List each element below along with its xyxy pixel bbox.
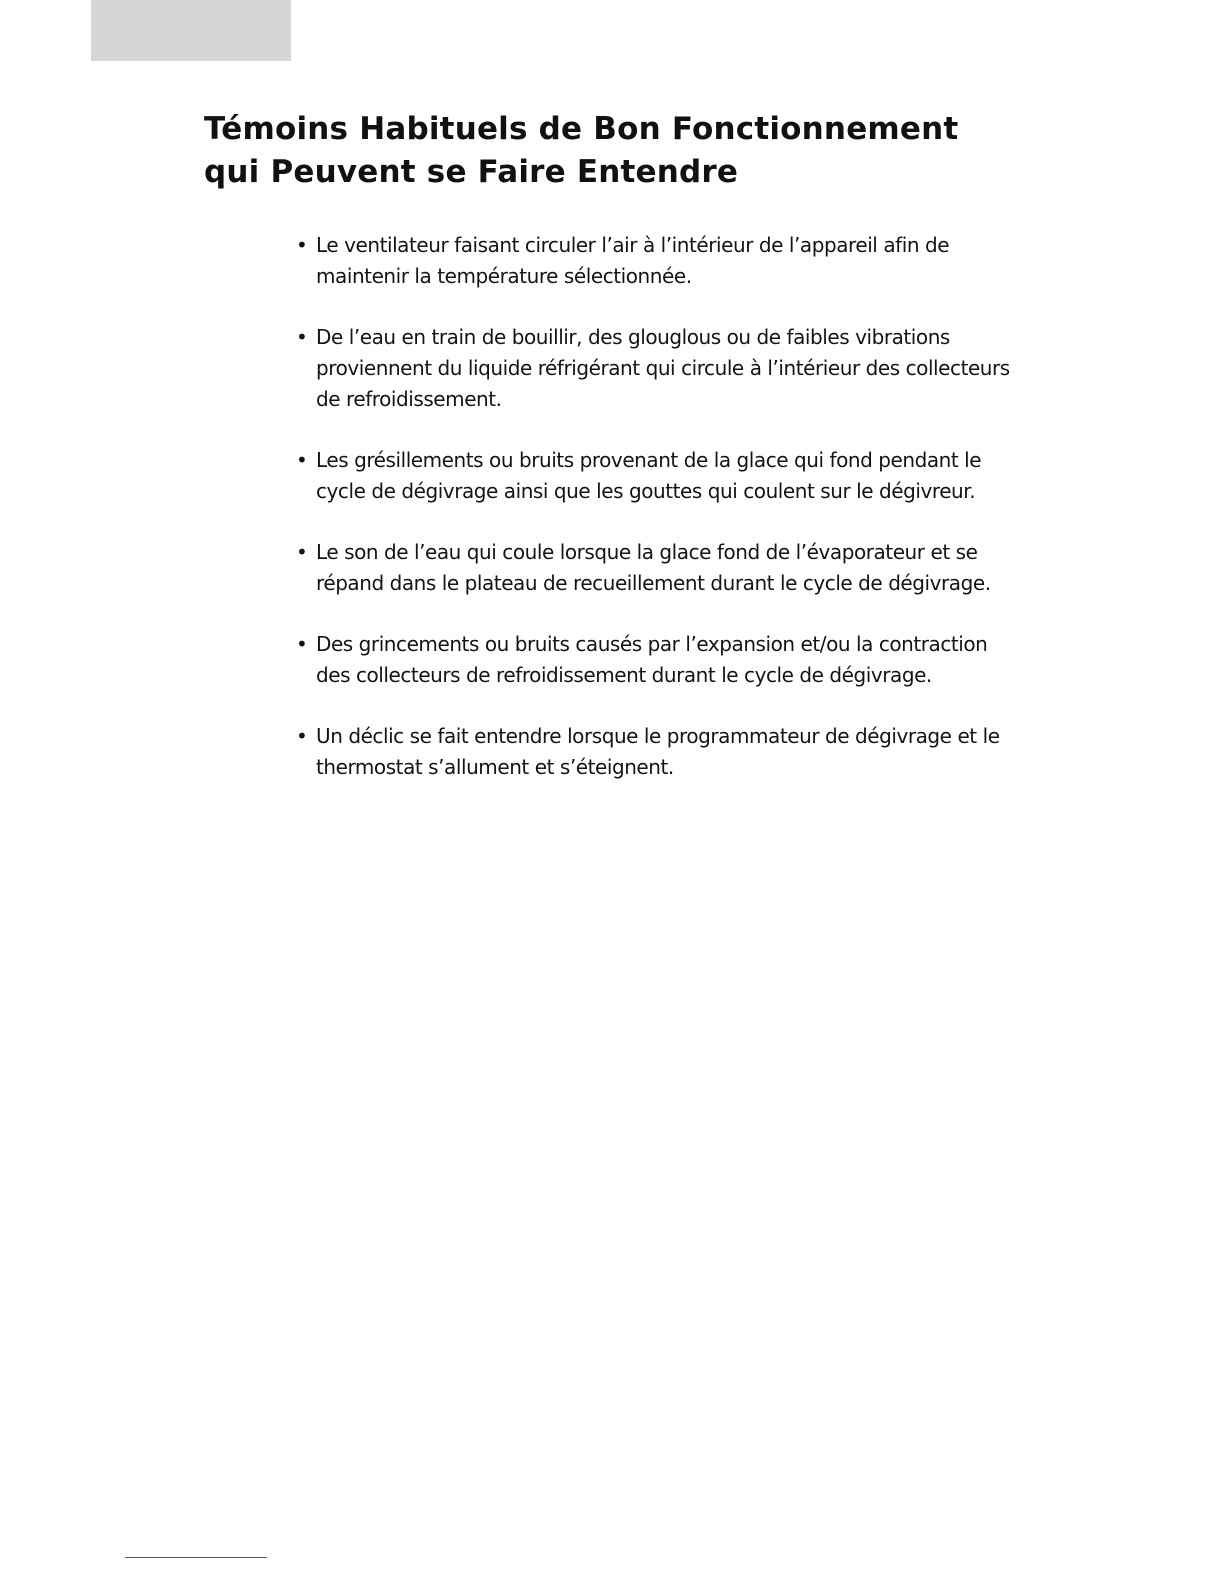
list-item: [296, 230, 1016, 292]
list-item: [296, 445, 1016, 507]
page-title: [204, 108, 1104, 194]
bullet-icon: •: [296, 448, 308, 472]
bullet-icon: •: [296, 233, 308, 257]
bullet-icon: •: [296, 632, 308, 656]
page-title-line-1: Témoins Habituels de Bon Fonctionnement: [204, 111, 959, 147]
bullet-icon: •: [296, 540, 308, 564]
list-item-text: De l’eau en train de bouillir, des glouglous ou de faibles vibrations proviennent du liquide réfrigérant qui circule à l’intérieur des collecteurs de refroidissement.: [316, 325, 1010, 411]
list-item-text: Des grincements ou bruits causés par l’expansion et/ou la contraction des collecteurs de refroidissement durant le cycle de dégivrage.: [316, 632, 988, 687]
footer-divider: [125, 1557, 267, 1558]
corner-tab: [91, 0, 291, 61]
list-item-text: Un déclic se fait entendre lorsque le programmateur de dégivrage et le thermostat s’allument et s’éteignent.: [316, 724, 1000, 779]
list-item-text: Les grésillements ou bruits provenant de la glace qui fond pendant le cycle de dégivrage ainsi que les gouttes qui coulent sur le dégivreur.: [316, 448, 982, 503]
normal-sounds-list: [296, 230, 1016, 813]
list-item-text: Le son de l’eau qui coule lorsque la glace fond de l’évaporateur et se répand dans le plateau de recueillement durant le cycle de dégivrage.: [316, 540, 991, 595]
page-title-line-2: qui Peuvent se Faire Entendre: [204, 154, 739, 190]
bullet-icon: •: [296, 724, 308, 748]
list-item: [296, 629, 1016, 691]
list-item: [296, 537, 1016, 599]
list-item: [296, 721, 1016, 783]
bullet-icon: •: [296, 325, 308, 349]
list-item-text: Le ventilateur faisant circuler l’air à l’intérieur de l’appareil afin de maintenir la température sélectionnée.: [316, 233, 950, 288]
list-item: [296, 322, 1016, 415]
